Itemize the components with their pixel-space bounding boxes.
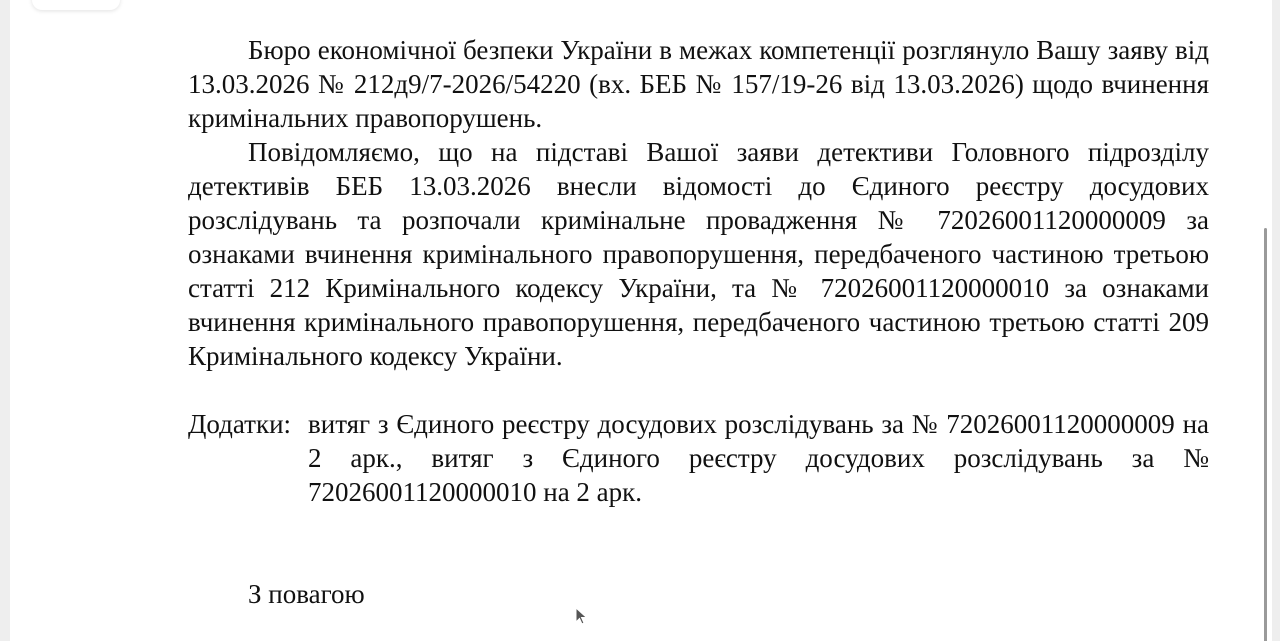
- paragraph-2: Повідомляємо, що на підставі Вашої заяви детективи Головного підрозділу детективів БЕБ 13.03.2026 внесли відомості до Єдиного реєстру досудових розслідувань та розпочали кримінальне провадження № 72026001120000009 за ознаками вчинення кримінального правопорушення, передбаченого частиною третьою статті 212 Кримінального кодексу України, та № 72026001120000010 за ознаками вчинення кримінального правопорушення, передбаченого частиною третьою статті 209 Кримінального кодексу України.: [188, 137, 1209, 371]
- mouse-pointer-icon: [575, 607, 589, 627]
- attachments-label: Додатки:: [188, 409, 292, 439]
- document-page: [10, 0, 1272, 641]
- vertical-scrollbar[interactable]: [1264, 228, 1267, 641]
- attachments-section: [188, 407, 1209, 509]
- paragraph-1: Бюро економічної безпеки України в межах компетенції розглянуло Вашу заяву від 13.03.2026 № 212д9/7-2026/54220 (вх. БЕБ № 157/19-26 від 13.03.2026) щодо вчинення кримінальних правопорушень.: [188, 35, 1209, 133]
- top-tab-edge: [32, 0, 120, 10]
- closing-salutation: З повагою: [248, 579, 365, 609]
- attachments-text: витяг з Єдиного реєстру досудових розслідувань за № 72026001120000009 на 2 арк., витяг з Єдиного реєстру досудових розслідувань за № 72026001120000010 на 2 арк.: [308, 409, 1209, 507]
